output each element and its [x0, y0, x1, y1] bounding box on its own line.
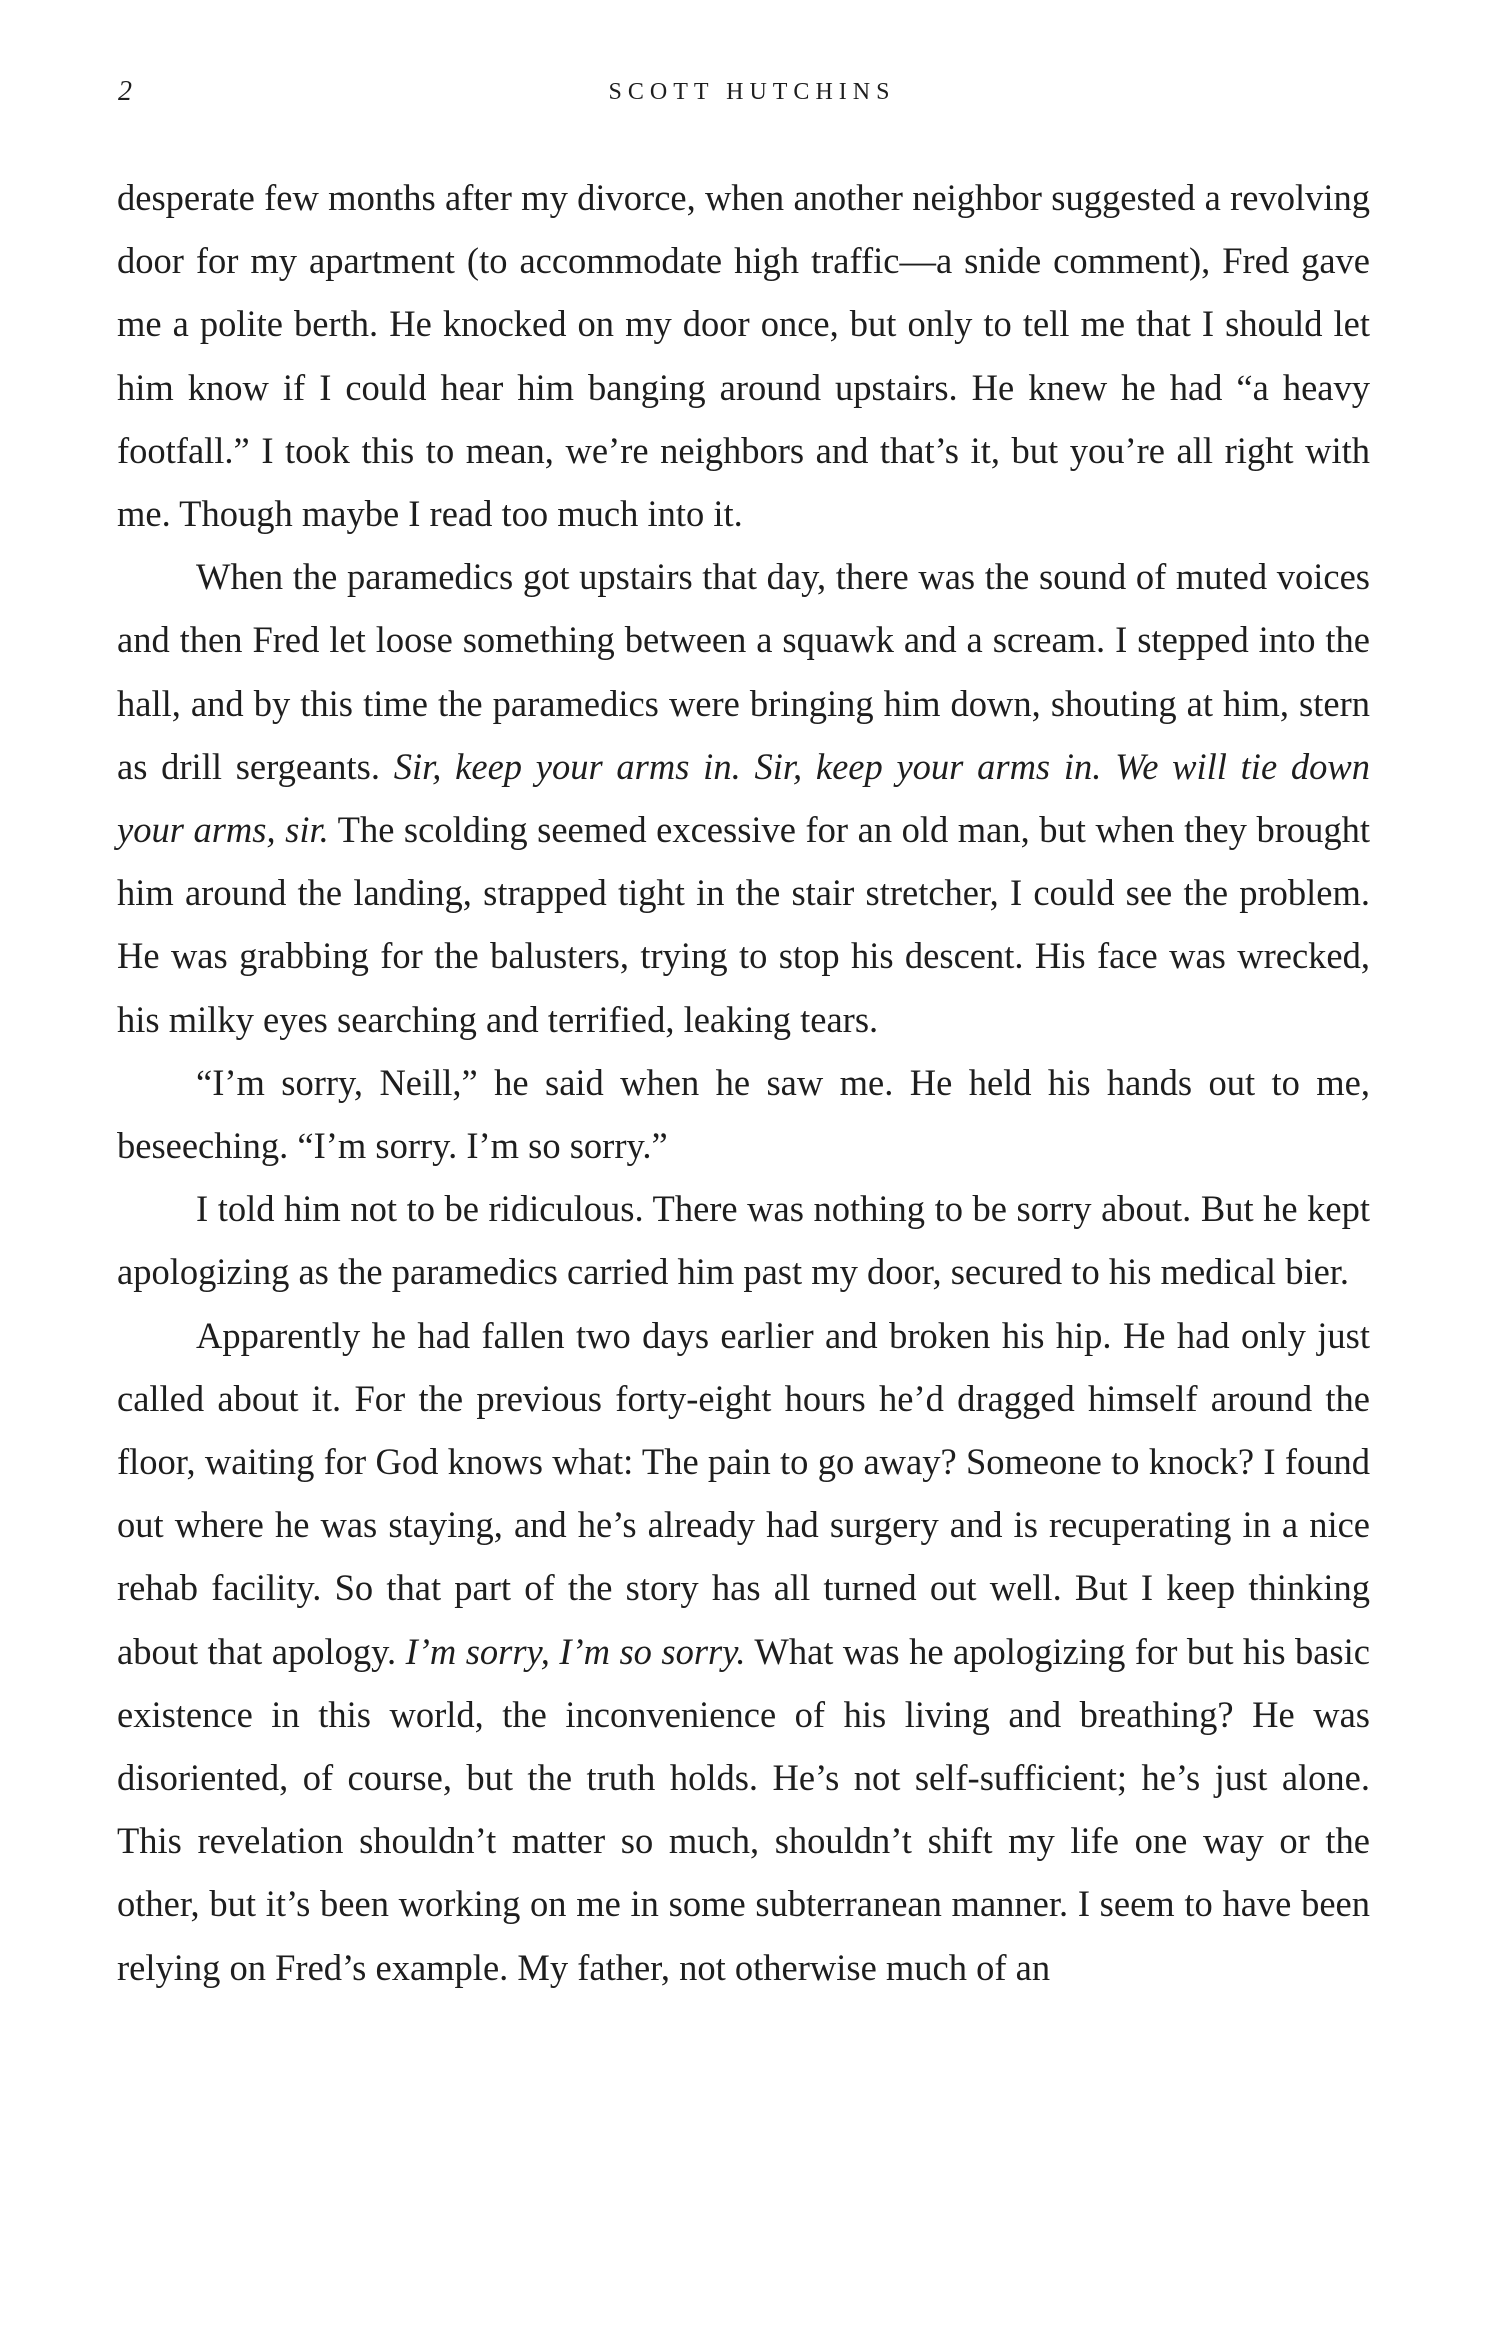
paragraph — [117, 1304, 1370, 1999]
text-run: “I’m sorry, Neill,” he said when he saw me. He held his hands out to me, beseeching. “I’m sorry. I’m so sorry.” — [117, 1061, 1370, 1167]
italic-text-run: I’m sorry, I’m so sorry. — [405, 1630, 746, 1672]
body-text — [117, 166, 1370, 1999]
text-run: I told him not to be ridiculous. There was nothing to be sorry about. But he kept apologizing as the paramedics carried him past my door, secured to his medical bier. — [117, 1188, 1370, 1293]
italic-text-run: Sir, keep your arms in. Sir, keep your arms in. We will tie down your arms, sir. — [117, 745, 1370, 851]
running-head-author: SCOTT HUTCHINS — [608, 79, 896, 105]
running-header — [118, 72, 1380, 112]
text-run: Apparently he had fallen two days earlier and broken his hip. He had only just called about it. For the previous forty-eight hours he’d dragged himself around the floor, waiting for God knows what: The pain to go away? Someone to knock? I found out where he was staying, and he’s already had surgery and is recuperating in a nice rehab facility. So that part of the story has all turned out well. But I keep thinking about that apology. — [117, 1314, 1370, 1672]
text-run: When the paramedics got upstairs that day, there was the sound of muted voices and then Fred let loose something between a squawk and a scream. I stepped into the hall, and by this time the paramedics were bringing him down, shouting at him, stern as drill sergeants. — [117, 556, 1370, 787]
text-run: desperate few months after my divorce, when another neighbor suggested a revolving door for my apartment (to accommodate high traffic—a snide comment), Fred gave me a polite berth. He knocked on my door once, but only to tell me that I should let him know if I could hear him banging around upstairs. He knew he had “a heavy footfall.” I took this to mean, we’re neighbors and that’s it, but you’re all right with me. Though maybe I read too much into it. — [117, 177, 1370, 535]
paragraph — [117, 1051, 1370, 1177]
paragraph — [117, 166, 1370, 545]
text-run: The scolding seemed excessive for an old man, but when they brought him around the landing, strapped tight in the stair stretcher, I could see the problem. He was grabbing for the balusters, trying to stop his descent. His face was wrecked, his milky eyes searching and terrified, leaking tears. — [117, 809, 1370, 1040]
text-run: What was he apologizing for but his basic existence in this world, the inconvenience of his living and breathing? He was disoriented, of course, but the truth holds. He’s not self-sufficient; he’s just alone. This revelation shouldn’t matter so much, shouldn’t shift my life one way or the other, but it’s been working on me in some subterranean manner. I seem to have been relying on Fred’s example. My father, not otherwise much of an — [117, 1630, 1370, 1988]
page-number: 2 — [118, 76, 132, 107]
paragraph — [117, 1177, 1370, 1303]
paragraph — [117, 545, 1370, 1051]
